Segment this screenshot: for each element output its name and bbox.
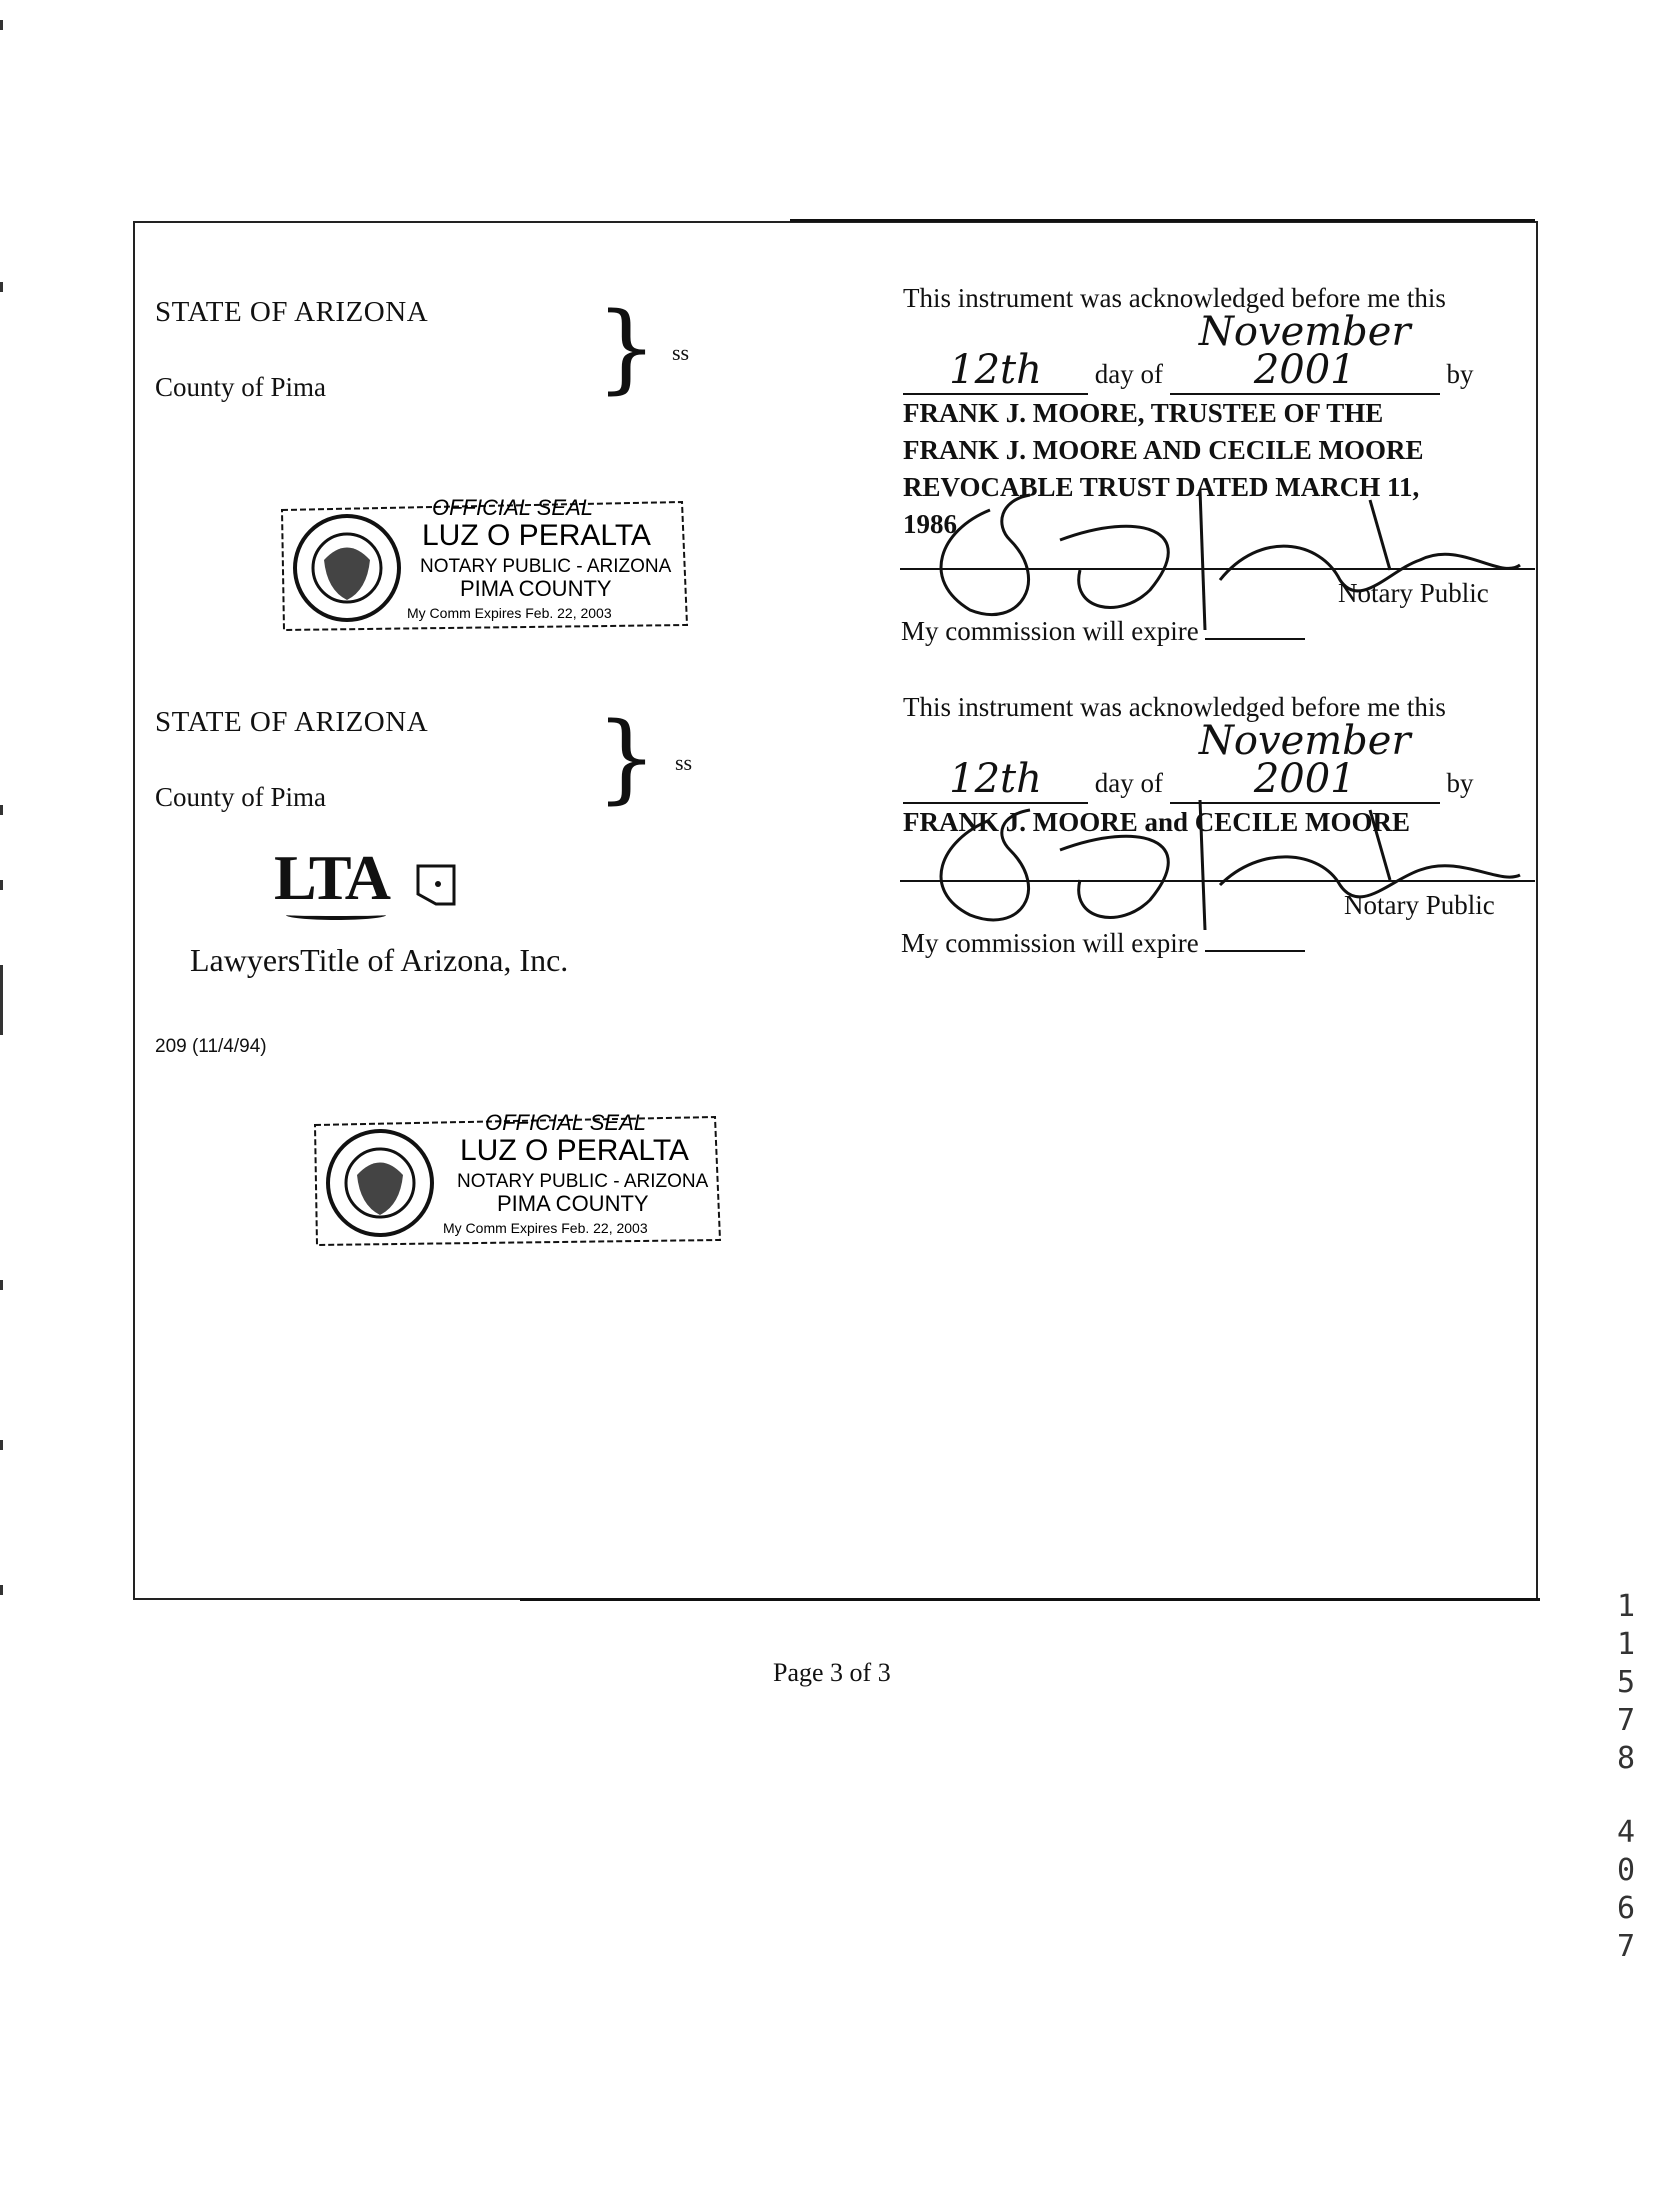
county-label: County of Pima: [155, 782, 327, 812]
day-handwritten: 12th: [949, 347, 1042, 393]
docket-digit: 1: [1616, 1589, 1636, 1624]
company-name: LawyersTitle of Arizona, Inc.: [190, 942, 569, 978]
state-heading: STATE OF ARIZONA: [155, 296, 429, 328]
svg-text:NOTARY PUBLIC - ARIZONA: NOTARY PUBLIC - ARIZONA: [457, 1171, 709, 1192]
ss-label: ss: [672, 340, 690, 365]
svg-text:NOTARY PUBLIC - ARIZONA: NOTARY PUBLIC - ARIZONA: [420, 556, 672, 577]
page-number: Page 3 of 3: [773, 1658, 891, 1687]
county-label: County of Pima: [155, 372, 327, 402]
scan-margin-mark: [0, 880, 3, 890]
docket-digit: 6: [1616, 1891, 1636, 1926]
svg-text:My Comm Expires Feb. 22, 2003: My Comm Expires Feb. 22, 2003: [407, 605, 612, 621]
scan-margin-mark: [0, 1440, 3, 1450]
ack-intro-line: This instrument was acknowledged before me this: [903, 692, 1446, 722]
notary-seal-stamp: [305, 1105, 725, 1255]
scan-margin-mark: [0, 282, 3, 292]
scan-margin-mark: [0, 965, 3, 1035]
frame-bottom-rule: [520, 1598, 1540, 1601]
notary-signature: [900, 790, 1540, 950]
svg-text:My Comm Expires Feb. 22, 2003: My Comm Expires Feb. 22, 2003: [443, 1220, 648, 1236]
svg-text:OFFICIAL SEAL: OFFICIAL SEAL: [432, 495, 593, 520]
day-of-label: day of: [1094, 359, 1163, 389]
scan-margin-mark: [0, 1280, 3, 1290]
docket-digit: 1: [1616, 1627, 1636, 1662]
state-heading: STATE OF ARIZONA: [155, 706, 429, 738]
ss-label: ss: [675, 750, 693, 775]
venue-brace: }: [596, 292, 658, 404]
scan-margin-mark: [0, 1585, 3, 1595]
lta-logo: [274, 842, 389, 920]
ack-date-line: [903, 309, 1523, 395]
svg-text:LUZ O PERALTA: LUZ O PERALTA: [460, 1134, 689, 1167]
party-line-4: 1986: [903, 509, 957, 539]
docket-digit: 7: [1616, 1703, 1636, 1738]
scan-margin-mark: [0, 805, 3, 815]
svg-text:PIMA COUNTY: PIMA COUNTY: [497, 1191, 649, 1216]
arizona-map-icon: [414, 862, 460, 908]
svg-text:LUZ O PERALTA: LUZ O PERALTA: [422, 519, 651, 552]
by-label: by: [1446, 359, 1474, 389]
month-blank: [1170, 309, 1440, 395]
docket-number: [1606, 1588, 1646, 1966]
by-label: by: [1446, 768, 1474, 798]
commission-expire: [901, 928, 1305, 959]
svg-text:OFFICIAL SEAL: OFFICIAL SEAL: [485, 1110, 646, 1135]
commission-expire: [901, 616, 1305, 647]
svg-text:PIMA COUNTY: PIMA COUNTY: [460, 576, 612, 601]
docket-digit: 0: [1616, 1853, 1636, 1888]
expire-blank: [1205, 950, 1305, 952]
docket-digit: 4: [1616, 1815, 1636, 1850]
party-line-1: FRANK J. MOORE and CECILE MOORE: [903, 807, 1411, 837]
commission-label: My commission will expire: [901, 616, 1199, 646]
notary-seal-stamp: [272, 490, 692, 640]
day-of-label: day of: [1094, 768, 1163, 798]
party-line-1: FRANK J. MOORE, TRUSTEE OF THE: [903, 398, 1384, 428]
party-line-3: REVOCABLE TRUST DATED MARCH 11,: [903, 472, 1420, 502]
day-handwritten: 12th: [949, 756, 1042, 802]
month-year-handwritten: November 2001: [1198, 718, 1411, 802]
party-line-2: FRANK J. MOORE AND CECILE MOORE: [903, 435, 1424, 465]
form-number: 209 (11/4/94): [155, 1036, 267, 1057]
ack-intro-line: This instrument was acknowledged before me this: [903, 283, 1446, 313]
expire-blank: [1205, 638, 1305, 640]
venue-brace: }: [596, 702, 658, 814]
docket-digit: 7: [1616, 1929, 1636, 1964]
month-year-handwritten: November 2001: [1198, 309, 1411, 393]
notary-public-label: Notary Public: [1344, 890, 1495, 920]
signature-line: [900, 568, 1535, 570]
commission-label: My commission will expire: [901, 928, 1199, 958]
scan-margin-mark: [0, 20, 3, 30]
signature-line: [900, 880, 1535, 882]
lta-logo-mark: LTA: [274, 842, 389, 913]
day-blank: [903, 347, 1088, 395]
frame-top-rule: [790, 219, 1535, 222]
notary-public-label: Notary Public: [1338, 578, 1489, 608]
docket-digit: 8: [1616, 1741, 1636, 1776]
docket-digit: 5: [1616, 1665, 1636, 1700]
